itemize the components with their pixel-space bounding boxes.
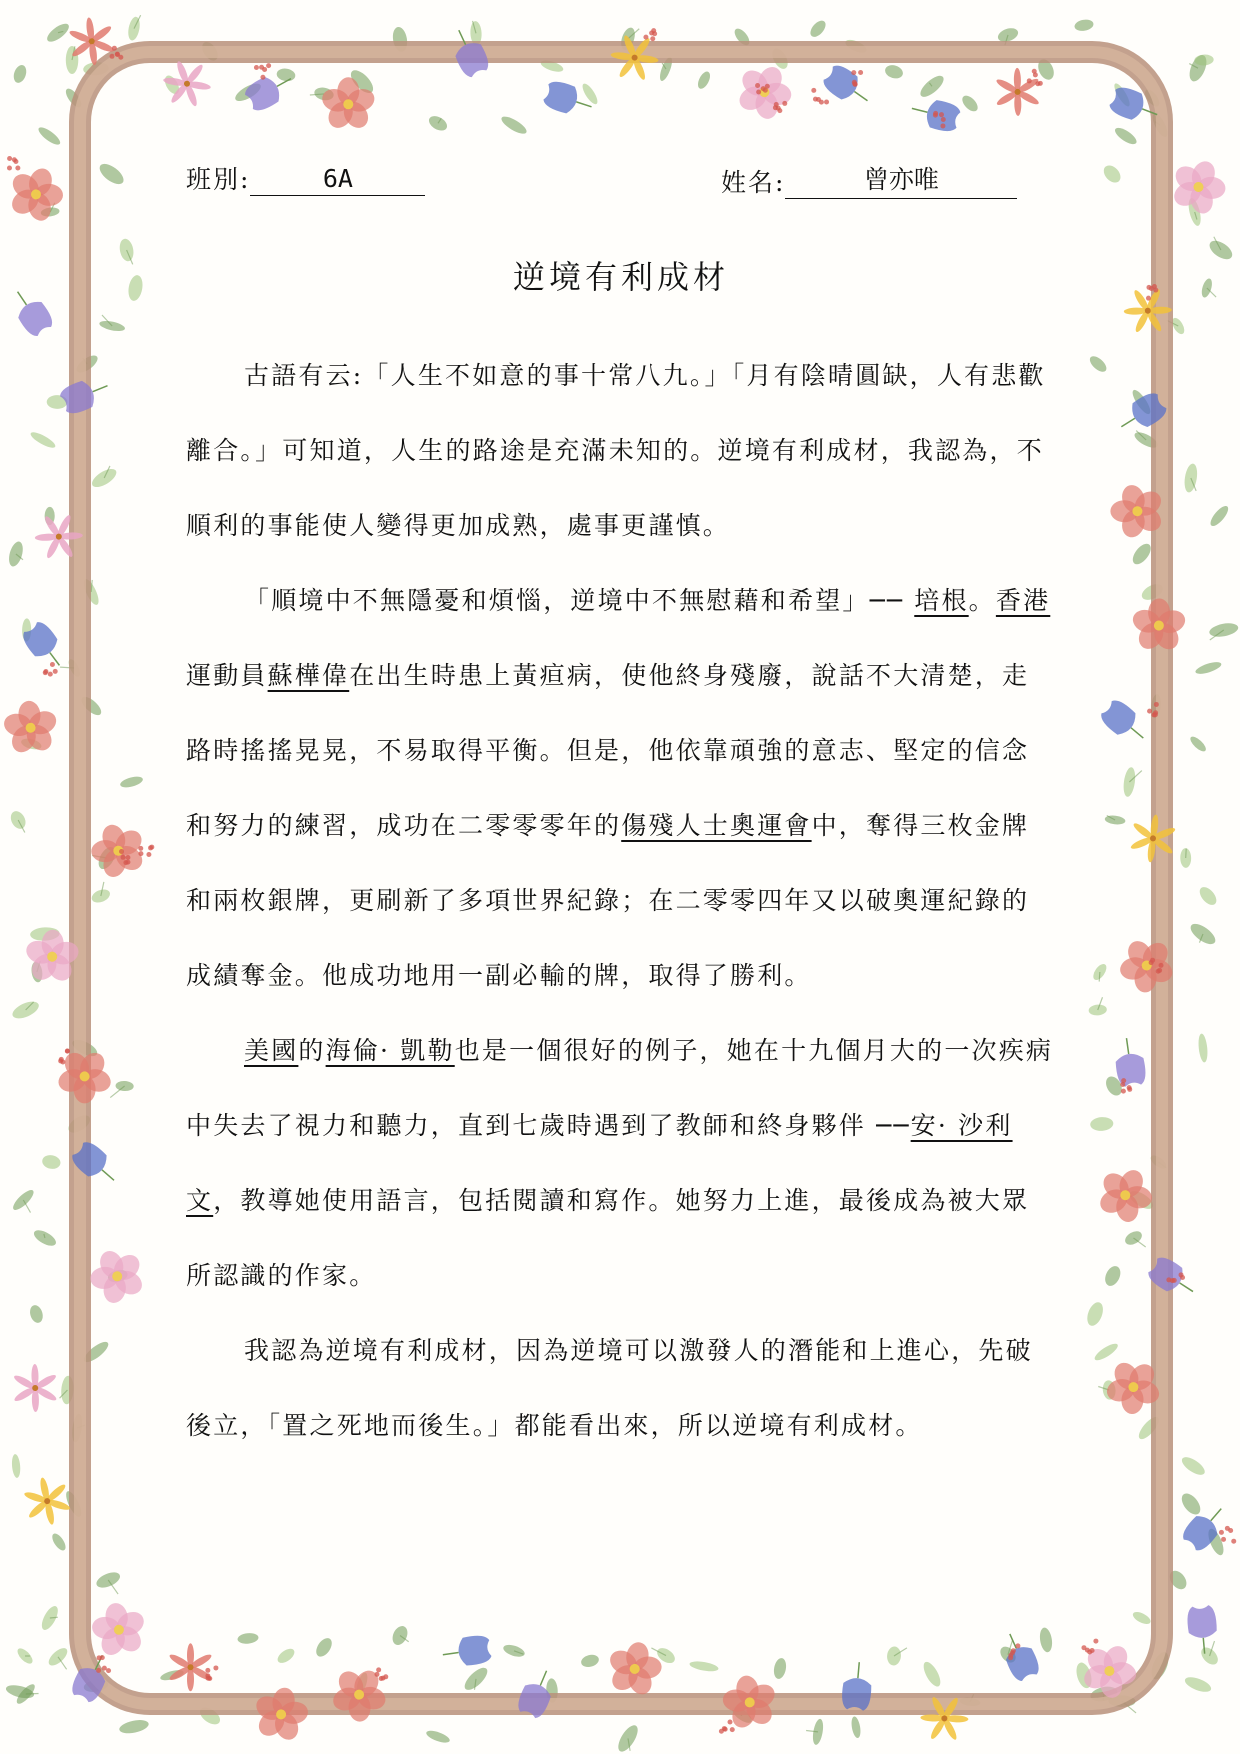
paragraph-3-text-3: ，教導她使用語言，包括閱讀和寫作。她努力上進，最後成為被大眾所認識的作家。 bbox=[186, 1186, 1030, 1290]
leaf-icon bbox=[237, 1632, 259, 1645]
berry-icon bbox=[811, 88, 816, 93]
class-field bbox=[186, 160, 425, 196]
berry-icon bbox=[1147, 709, 1152, 714]
berry-icon bbox=[53, 669, 58, 674]
leaf-icon bbox=[28, 1304, 45, 1325]
leaf-icon bbox=[119, 775, 144, 790]
berry-icon bbox=[730, 1727, 735, 1732]
berry-icon bbox=[96, 1668, 101, 1673]
leaf-icon bbox=[1188, 734, 1208, 753]
leaf-icon bbox=[1197, 1033, 1208, 1063]
paragraph-3-text-1: 的 bbox=[298, 1036, 326, 1065]
berry-icon bbox=[719, 1729, 724, 1734]
berry-icon bbox=[213, 1665, 218, 1670]
berry-icon bbox=[121, 855, 126, 860]
stem-icon bbox=[50, 1617, 58, 1618]
berry-icon bbox=[7, 156, 12, 161]
berry-icon bbox=[262, 67, 267, 72]
leaf-icon bbox=[689, 1660, 719, 1673]
berry-icon bbox=[1219, 1530, 1224, 1535]
flower-icon bbox=[1093, 1162, 1157, 1228]
berry-icon bbox=[106, 1668, 111, 1673]
leaf-icon bbox=[1183, 1674, 1213, 1695]
paragraph-2-text-4: 在出生時患上黃疸病，使他終身殘廢，說話不大清楚，走路時搖搖晃晃，不易取得平衡。但是，他依靠頑強的意志、堅定的信念和努力的練習，成功在二零零零年的 bbox=[186, 661, 1030, 840]
flower-icon bbox=[168, 1643, 213, 1691]
header-fields bbox=[186, 160, 1056, 204]
berry-icon bbox=[1153, 288, 1158, 293]
leaf-icon bbox=[920, 1659, 943, 1689]
berry-icon bbox=[1225, 1526, 1230, 1531]
leaf-icon bbox=[1178, 1490, 1204, 1518]
berry-icon bbox=[206, 1676, 211, 1681]
leaf-icon bbox=[39, 1604, 61, 1633]
flower-icon bbox=[1186, 1605, 1219, 1655]
berry-icon bbox=[138, 851, 143, 856]
berry-icon bbox=[1087, 1649, 1092, 1654]
leaf-icon bbox=[580, 1653, 600, 1669]
leaf-icon bbox=[1208, 503, 1231, 528]
class-value: 6A bbox=[250, 164, 425, 196]
berry-icon bbox=[1010, 1650, 1015, 1655]
berry-icon bbox=[1121, 1089, 1126, 1094]
berry-icon bbox=[824, 99, 829, 104]
berry-icon bbox=[7, 165, 12, 170]
flower-icon bbox=[541, 78, 596, 120]
berry-icon bbox=[1156, 969, 1161, 974]
paragraph-2-text-2: 。 bbox=[968, 586, 996, 615]
leaf-icon bbox=[12, 63, 29, 84]
berry-icon bbox=[59, 1057, 64, 1062]
berry-icon bbox=[643, 35, 648, 40]
paragraph-3-text-2: 也是一個很好的例子，她在十九個月大的一次疾病中失去了視力和聽力，直到七歲時遇到了教師和終身夥伴 ── bbox=[186, 1036, 1054, 1140]
berry-icon bbox=[650, 36, 655, 41]
berry-icon bbox=[1170, 1278, 1175, 1283]
berry-icon bbox=[1179, 1272, 1184, 1277]
leaf-icon bbox=[1088, 1004, 1107, 1016]
berry-icon bbox=[102, 1666, 107, 1671]
berry-icon bbox=[123, 860, 128, 865]
berry-icon bbox=[649, 31, 654, 36]
berry-icon bbox=[939, 112, 944, 117]
berry-icon bbox=[115, 52, 120, 57]
essay-content bbox=[186, 160, 1056, 1463]
berry-icon bbox=[12, 157, 17, 162]
flower-icon bbox=[1168, 156, 1227, 218]
berry-icon bbox=[1127, 1087, 1132, 1092]
flower-icon bbox=[0, 698, 62, 758]
leaf-icon bbox=[390, 1624, 411, 1648]
leaf-icon bbox=[1092, 1341, 1120, 1363]
berry-icon bbox=[125, 855, 130, 860]
berry-icon bbox=[765, 84, 770, 89]
stem-icon bbox=[1099, 972, 1100, 982]
name-bacon: 培根 bbox=[914, 586, 969, 615]
leaf-icon bbox=[1198, 1644, 1221, 1667]
paragraph-2 bbox=[186, 563, 1056, 1013]
berry-icon bbox=[858, 70, 863, 75]
berry-icon bbox=[376, 1667, 381, 1672]
berry-icon bbox=[1149, 286, 1154, 291]
leaf-icon bbox=[1131, 1610, 1152, 1627]
berry-icon bbox=[1154, 702, 1159, 707]
berry-icon bbox=[65, 1049, 70, 1054]
berry-icon bbox=[1153, 712, 1158, 717]
leaf-icon bbox=[883, 63, 904, 80]
leaf-icon bbox=[1179, 1454, 1207, 1478]
berry-icon bbox=[138, 846, 143, 851]
leaf-icon bbox=[1100, 162, 1123, 186]
leaf-icon bbox=[126, 16, 141, 42]
berry-icon bbox=[1027, 78, 1032, 83]
berry-icon bbox=[852, 81, 857, 86]
berry-icon bbox=[119, 849, 124, 854]
leaf-icon bbox=[1087, 353, 1109, 374]
leaf-icon bbox=[615, 1722, 642, 1754]
berry-icon bbox=[1221, 1537, 1226, 1542]
berry-icon bbox=[1038, 81, 1043, 86]
berry-icon bbox=[777, 108, 782, 113]
leaf-icon bbox=[808, 18, 829, 40]
berry-icon bbox=[774, 102, 779, 107]
leaf-icon bbox=[960, 93, 981, 114]
flower-icon bbox=[6, 284, 57, 340]
berry-icon bbox=[383, 1674, 388, 1679]
paragraph-2-text-3: 運動員 bbox=[186, 661, 268, 690]
paragraph-2-text-5: 中，奪得三枚金牌和兩枚銀牌，更刷新了多項世界紀錄；在二零零四年又以破奧運紀錄的成績奪金。他成功地用一副必輸的牌，取得了勝利。 bbox=[186, 811, 1030, 990]
berry-icon bbox=[260, 75, 265, 80]
leaf-icon bbox=[1194, 660, 1222, 677]
place-hong-kong: 香港 bbox=[995, 586, 1051, 615]
flower-icon bbox=[820, 61, 876, 112]
berry-icon bbox=[756, 89, 761, 94]
flower-icon bbox=[441, 1634, 493, 1669]
berry-icon bbox=[266, 63, 271, 68]
flower-icon bbox=[247, 1682, 315, 1747]
leaf-icon bbox=[580, 82, 600, 107]
berry-icon bbox=[205, 1668, 210, 1673]
paragraph-1 bbox=[186, 338, 1056, 563]
leaf-icon bbox=[850, 1716, 862, 1739]
leaf-icon bbox=[94, 1569, 122, 1590]
berry-icon bbox=[43, 670, 48, 675]
leaf-icon bbox=[276, 67, 296, 82]
name-value: 曾亦唯 bbox=[785, 160, 1017, 199]
berry-icon bbox=[374, 1672, 379, 1677]
name-so-wa-wai: 蘇樺偉 bbox=[267, 661, 350, 690]
name-label: 姓名: bbox=[721, 168, 786, 197]
leaf-icon bbox=[1074, 18, 1095, 32]
leaf-icon bbox=[313, 1635, 335, 1659]
berry-icon bbox=[254, 65, 259, 70]
berry-icon bbox=[940, 123, 945, 128]
paragraph-4-text: 我認為逆境有利成材，因為逆境可以激發人的潛能和上進心，先破後立，「置之死地而後生。」都能看出來，所以逆境有利成材。 bbox=[186, 1336, 1033, 1440]
berry-icon bbox=[112, 46, 117, 51]
leaf-icon bbox=[96, 160, 127, 188]
leaf-icon bbox=[41, 1154, 62, 1171]
leaf-icon bbox=[425, 1728, 451, 1745]
berry-icon bbox=[1015, 1643, 1020, 1648]
flower-icon bbox=[1097, 696, 1152, 749]
flower-icon bbox=[3, 1357, 67, 1420]
essay-title: 逆境有利成材 bbox=[512, 258, 729, 296]
leaf-icon bbox=[1084, 1300, 1106, 1328]
leaf-icon bbox=[29, 430, 57, 451]
leaf-icon bbox=[118, 1718, 150, 1736]
berry-icon bbox=[1032, 69, 1037, 74]
berry-icon bbox=[1120, 1082, 1125, 1087]
berry-icon bbox=[146, 852, 151, 857]
leaf-icon bbox=[90, 887, 112, 905]
leaf-icon bbox=[36, 124, 62, 147]
flower-icon bbox=[841, 1661, 874, 1711]
berry-icon bbox=[50, 662, 55, 667]
leaf-icon bbox=[1197, 884, 1220, 908]
berry-icon bbox=[1159, 963, 1164, 968]
paragraph-4 bbox=[186, 1313, 1056, 1463]
leaf-icon bbox=[15, 1646, 35, 1666]
berry-icon bbox=[110, 54, 115, 59]
name-field bbox=[721, 160, 1017, 199]
stem-icon bbox=[1186, 849, 1187, 858]
berry-icon bbox=[48, 672, 53, 677]
berry-icon bbox=[15, 165, 20, 170]
berry-icon bbox=[379, 1676, 384, 1681]
berry-icon bbox=[1231, 1539, 1236, 1544]
leaf-icon bbox=[127, 274, 145, 302]
leaf-icon bbox=[1113, 125, 1139, 147]
place-usa: 美國 bbox=[244, 1036, 299, 1065]
leaf-icon bbox=[6, 540, 25, 568]
leaf-icon bbox=[1102, 1264, 1123, 1289]
berry-icon bbox=[819, 100, 824, 105]
leaf-icon bbox=[499, 113, 529, 136]
berry-icon bbox=[941, 117, 946, 122]
berry-icon bbox=[782, 101, 787, 106]
berry-icon bbox=[755, 83, 760, 88]
leaf-icon bbox=[772, 1657, 787, 1680]
berry-icon bbox=[100, 1655, 105, 1660]
berry-icon bbox=[1146, 296, 1151, 301]
event-paralympics: 傷殘人士奧運會 bbox=[621, 811, 812, 840]
berry-icon bbox=[851, 70, 856, 75]
leaf-icon bbox=[1123, 1228, 1144, 1247]
berry-icon bbox=[933, 111, 938, 116]
class-label: 班別: bbox=[186, 165, 251, 194]
flower-icon bbox=[1106, 926, 1186, 1006]
paragraph-2-text-1: 「順境中不無隱憂和煩惱，逆境中不無慰藉和希望」── bbox=[244, 586, 915, 615]
berry-icon bbox=[1093, 1639, 1098, 1644]
leaf-icon bbox=[89, 465, 119, 490]
berry-icon bbox=[728, 1719, 733, 1724]
berry-icon bbox=[1149, 960, 1154, 965]
leaf-icon bbox=[1129, 541, 1154, 568]
leaf-icon bbox=[696, 70, 713, 91]
paragraph-1-text: 古語有云:「人生不如意的事十常八九。」「月有陰晴圓缺，人有悲歡離合。」可知道，人生的路途是充滿未知的。逆境有利成材，我認為，不順利的事能使人變得更加成熟，處事更謹慎。 bbox=[186, 361, 1046, 540]
name-helen-keller: 海倫· 凱勒 bbox=[325, 1036, 455, 1065]
berry-icon bbox=[148, 845, 153, 850]
leaf-icon bbox=[1090, 1116, 1114, 1131]
berry-icon bbox=[1081, 1645, 1086, 1650]
leaf-icon bbox=[11, 1454, 21, 1478]
leaf-icon bbox=[50, 1531, 68, 1552]
leaf-icon bbox=[275, 1646, 297, 1666]
name-anne-sullivan: 安· 沙利文 bbox=[186, 1111, 1013, 1215]
leaf-icon bbox=[1183, 463, 1199, 494]
paragraph-3 bbox=[186, 1013, 1056, 1313]
leaf-icon bbox=[1038, 1627, 1053, 1653]
